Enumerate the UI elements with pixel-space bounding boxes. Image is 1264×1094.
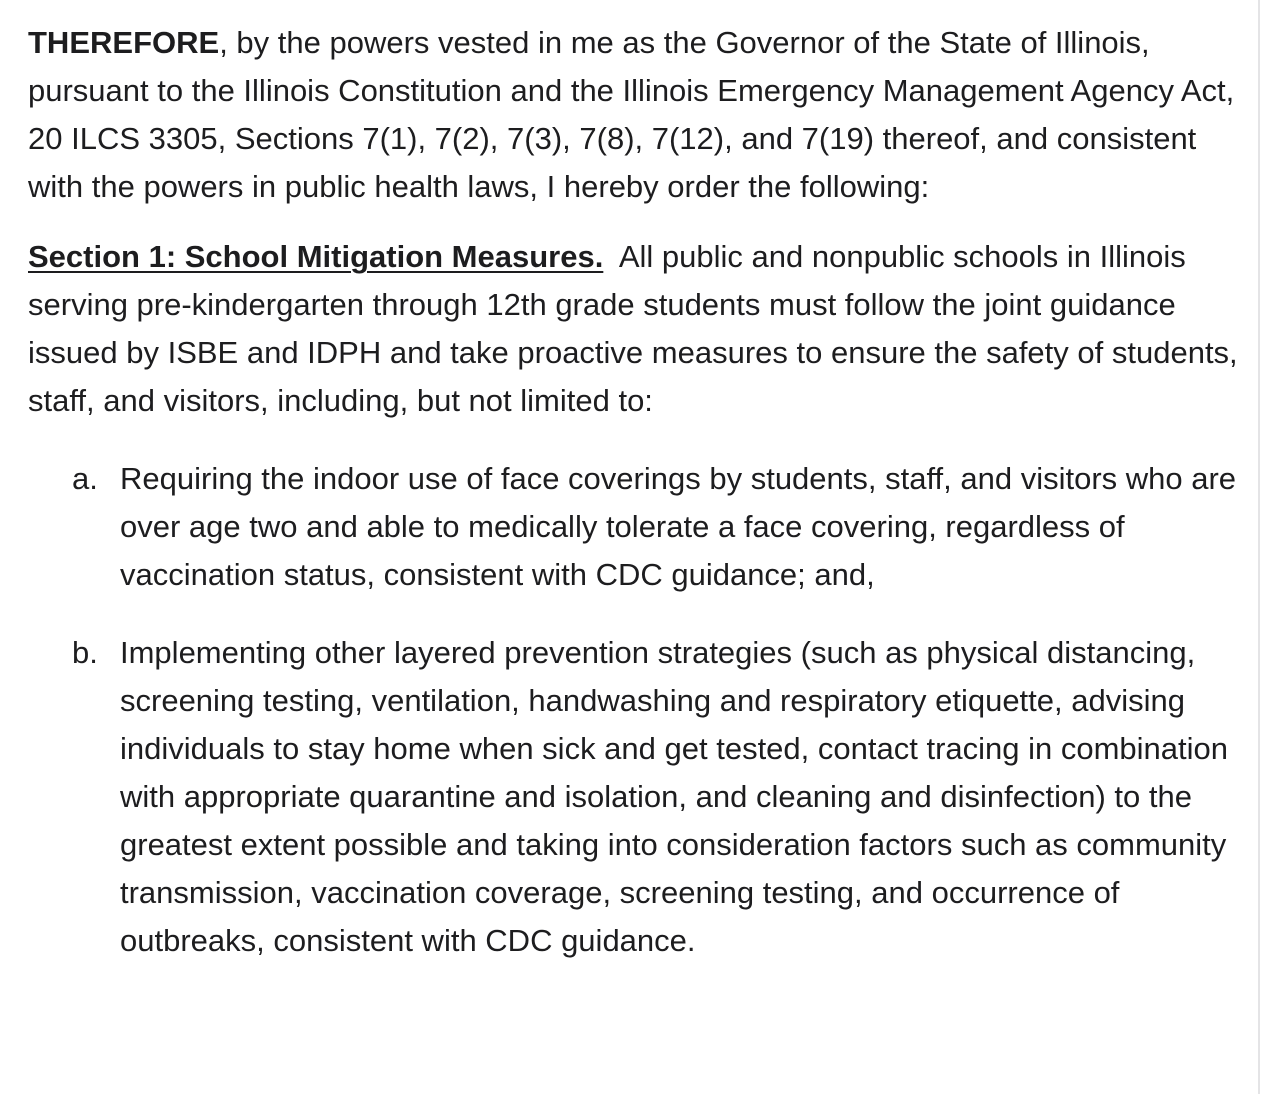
section-1-heading: Section 1: School Mitigation Measures.: [28, 239, 604, 274]
list-item-a-text: Requiring the indoor use of face coverings by students, staff, and visitors who are over age two and able to medically tolerate a face covering, regardless of vaccination status, consistent with CDC guidance; and,: [120, 461, 1237, 592]
document-body: [28, 19, 1256, 965]
list-item-b-text: Implementing other layered prevention strategies (such as physical distancing, screening testing, ventilation, handwashing and respiratory etiquette, advising individuals to stay home when sick and get tested, contact tracing in combination with appropriate quarantine and isolation, and cleaning and disinfection) to the greatest extent possible and taking into consideration factors such as community transmission, vaccination coverage, screening testing, and occurrence of outbreaks, consistent with CDC guidance.: [120, 635, 1229, 958]
list-marker-b: b.: [72, 635, 98, 670]
right-edge-divider: [1258, 0, 1260, 1094]
list-marker-a: a.: [72, 461, 98, 496]
list-item-b: [28, 629, 1256, 965]
section-1-paragraph: [28, 233, 1256, 425]
section-1-text: All public and nonpublic schools in Illinois serving pre-kindergarten through 12th grade students must follow the joint guidance issued by ISBE and IDPH and take proactive measures to ensure the safety of students, staff, and visitors, including, but not limited to:: [28, 239, 1238, 418]
intro-text: , by the powers vested in me as the Governor of the State of Illinois, pursuant to the Illinois Constitution and the Illinois Emergency Management Agency Act, 20 ILCS 3305, Sections 7(1), 7(2), 7(3), 7(8), 7(12), and 7(19) thereof, and consistent with the powers in public health laws, I hereby order the following:: [28, 25, 1235, 204]
intro-lead-word: THEREFORE: [28, 25, 220, 60]
section-1-list: [28, 455, 1256, 965]
list-item-a: [28, 455, 1256, 599]
intro-paragraph: [28, 19, 1256, 211]
